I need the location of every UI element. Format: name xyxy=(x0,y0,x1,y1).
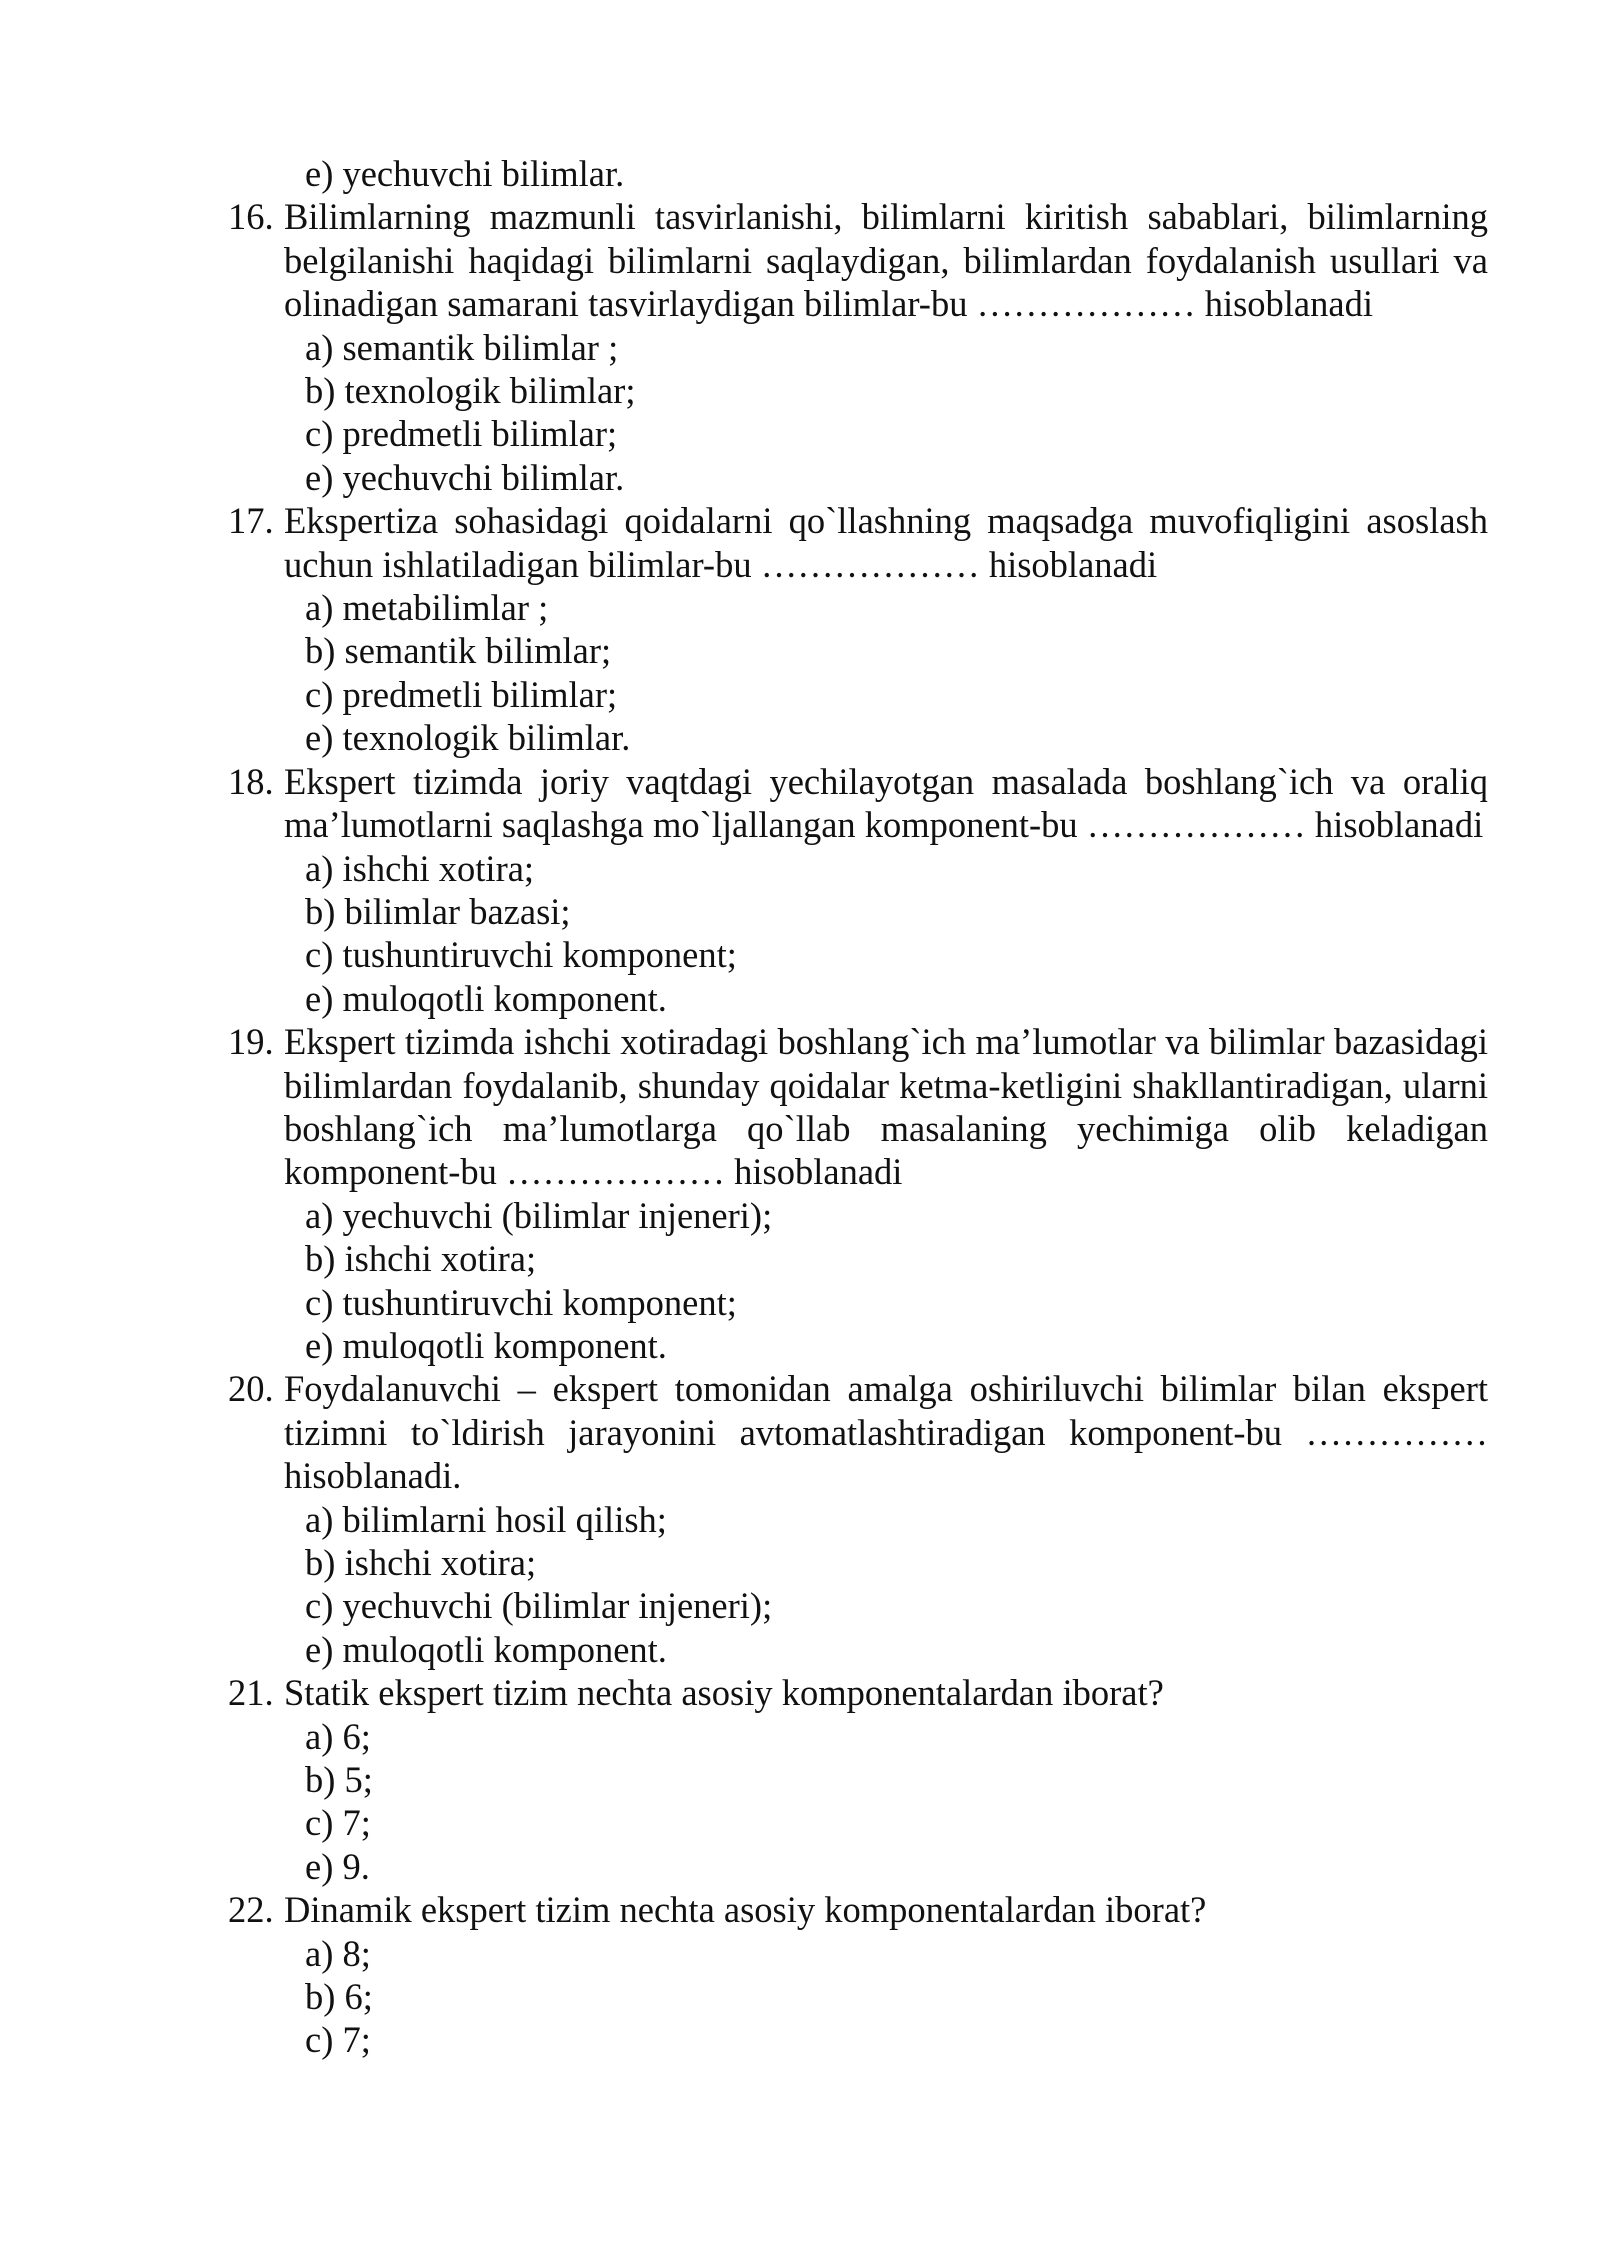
option-a: a) ishchi xotira; xyxy=(305,847,535,889)
option-c: c) tushuntiruvchi komponent; xyxy=(305,934,737,976)
question-number: 19. xyxy=(228,1021,274,1063)
option-e: e) texnologik bilimlar. xyxy=(305,717,631,759)
continued-option: e) yechuvchi bilimlar. xyxy=(305,153,625,194)
question-text: Statik ekspert tizim nechta asosiy komponentalardan iborat? xyxy=(284,1672,1164,1714)
option-c: c) predmetli bilimlar; xyxy=(305,673,618,715)
question-number: 21. xyxy=(228,1672,274,1714)
question-number: 20. xyxy=(228,1368,274,1410)
option-b: b) ishchi xotira; xyxy=(305,1238,537,1280)
question-text: Ekspert tizimda joriy vaqtdagi yechilayotgan masalada boshlang`ich va oraliq ma’lumotlarni saqlashga mo`ljallangan komponent-bu ……………… hisoblanadi xyxy=(284,760,1488,846)
option-e: e) yechuvchi bilimlar. xyxy=(305,456,625,498)
question-20 xyxy=(228,1367,1488,1671)
option-a: a) metabilimlar ; xyxy=(305,587,549,629)
option-e: e) muloqotli komponent. xyxy=(305,1628,667,1670)
question-16 xyxy=(228,195,1488,499)
option-a: a) 6; xyxy=(305,1715,371,1757)
question-number: 16. xyxy=(228,196,274,238)
question-text: Ekspert tizimda ishchi xotiradagi boshlang`ich ma’lumotlar va bilimlar bazasidagi bilimlardan foydalanib, shunday qoidalar ketma-ketligini shakllantiradigan, ularni boshlang`ich ma’lumotlarga qo`llab masalaning yechimiga olib keladigan komponent-bu ……………… hisoblanadi xyxy=(284,1021,1488,1193)
option-a: a) bilimlarni hosil qilish; xyxy=(305,1498,667,1540)
option-c: c) predmetli bilimlar; xyxy=(305,413,618,455)
question-text: Foydalanuvchi – ekspert tomonidan amalga oshiriluvchi bilimlar bilan ekspert tizimni to`ldirish jarayonini avtomatlashtiradigan komponent-bu …………… hisoblanadi. xyxy=(284,1368,1488,1497)
option-c: c) yechuvchi (bilimlar injeneri); xyxy=(305,1585,773,1627)
question-19 xyxy=(228,1020,1488,1367)
question-number: 22. xyxy=(228,1889,274,1931)
question-text: Bilimlarning mazmunli tasvirlanishi, bilimlarni kiritish sabablari, bilimlarning belgilanishi haqidagi bilimlarni saqlaydigan, bilimlardan foydalanish usullari va olinadigan samarani tasvirlaydigan bilimlar-bu ……………… hisoblanadi xyxy=(284,196,1488,325)
option-e: e) muloqotli komponent. xyxy=(305,1324,667,1366)
option-b: b) 5; xyxy=(305,1759,373,1801)
option-e: e) muloqotli komponent. xyxy=(305,977,667,1019)
option-b: b) ishchi xotira; xyxy=(305,1542,537,1583)
option-a: a) yechuvchi (bilimlar injeneri); xyxy=(305,1194,773,1236)
question-number: 18. xyxy=(228,760,274,802)
option-b: b) semantik bilimlar; xyxy=(305,630,612,672)
question-number: 17. xyxy=(228,500,274,542)
question-text: Ekspertiza sohasidagi qoidalarni qo`llashning maqsadga muvofiqligini asoslash uchun ishlatiladigan bilimlar-bu ……………… hisoblanadi xyxy=(284,500,1488,585)
question-21 xyxy=(228,1671,1488,1888)
option-b: b) texnologik bilimlar; xyxy=(305,370,636,412)
option-b: b) bilimlar bazasi; xyxy=(305,890,571,932)
option-c: c) 7; xyxy=(305,2019,371,2061)
option-a: a) 8; xyxy=(305,1932,371,1974)
option-b: b) 6; xyxy=(305,1976,373,2018)
option-a: a) semantik bilimlar ; xyxy=(305,326,619,368)
question-17 xyxy=(228,499,1488,759)
question-text: Dinamik ekspert tizim nechta asosiy komponentalardan iborat? xyxy=(284,1889,1207,1931)
question-18 xyxy=(228,760,1488,1020)
question-22 xyxy=(228,1888,1488,2062)
question-list xyxy=(228,152,1488,2062)
option-e: e) 9. xyxy=(305,1845,370,1887)
option-c: c) tushuntiruvchi komponent; xyxy=(305,1281,737,1323)
option-c: c) 7; xyxy=(305,1802,371,1844)
